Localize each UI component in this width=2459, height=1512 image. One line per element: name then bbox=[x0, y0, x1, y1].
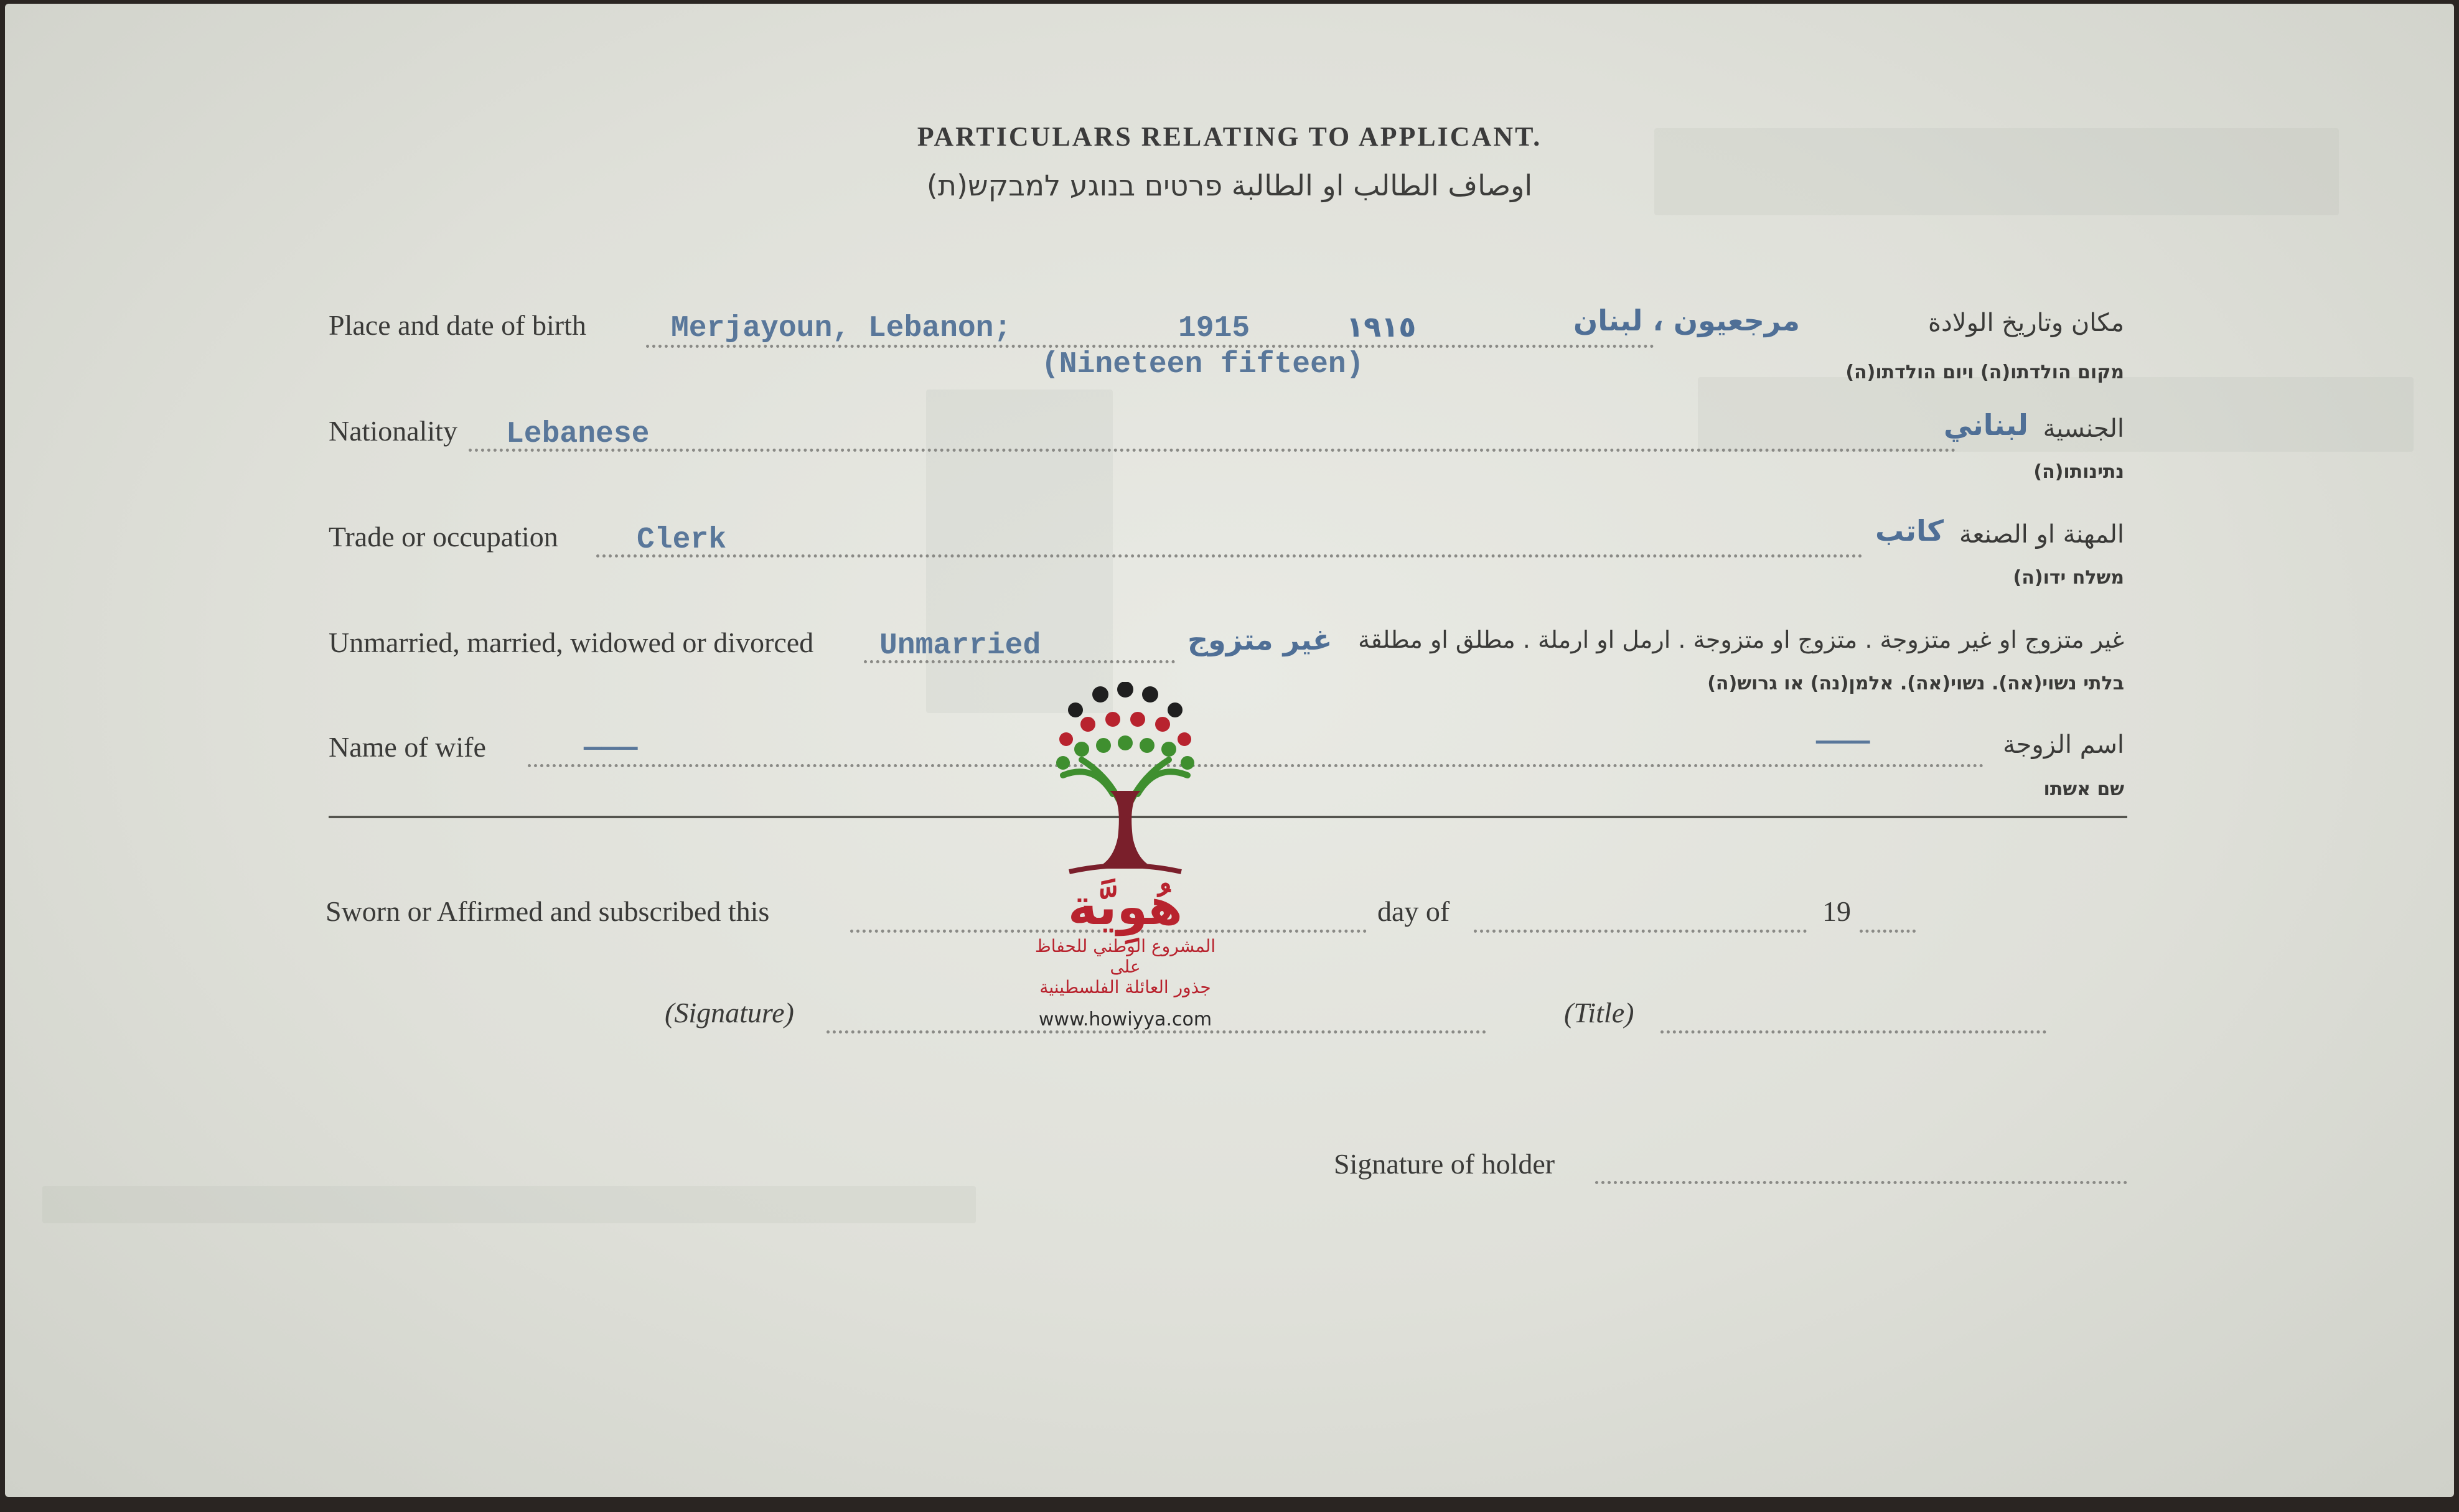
birth-label-arabic: مكان وتاريخ الولادة bbox=[1928, 309, 2124, 337]
occupation-label: Trade or occupation bbox=[329, 521, 558, 553]
marital-value: Unmarried bbox=[879, 629, 1041, 663]
wife-label-hebrew: שם אשתו bbox=[2043, 778, 2124, 800]
sworn-year-label: 19 bbox=[1822, 895, 1851, 927]
sworn-month-dotted-line bbox=[1474, 930, 1807, 933]
birth-place-arabic: مرجعيون ، لبنان bbox=[1573, 304, 1800, 337]
birth-year-value: 1915 bbox=[1178, 312, 1250, 345]
marital-label-arabic: غير متزوج او غير متزوجة . متزوج او متزوجة . ارمل او ارملة . مطلق او مطلقة bbox=[1358, 626, 2124, 653]
nationality-label-hebrew: נתינותו(ה) bbox=[2033, 461, 2124, 483]
holder-signature-dotted-line bbox=[1595, 1181, 2127, 1184]
marital-label-hebrew: בלתי נשוי(אה). נשוי(אה). אלמן(נה) או גרוש(ה) bbox=[1707, 673, 2124, 694]
document-subtitle: اوصاف الطالب او الطالبة פרטים בנוגע למבקש(ת) bbox=[926, 169, 1533, 202]
watermark-logo-text: هُوِيَّة bbox=[1067, 878, 1183, 936]
family-tree-logo-icon bbox=[1032, 682, 1219, 881]
birth-year-arabic: ١٩١٥ bbox=[1346, 310, 1417, 343]
nationality-value: Lebanese bbox=[506, 418, 650, 451]
occupation-label-arabic: المهنة او الصنعة bbox=[1959, 520, 2124, 549]
birth-label: Place and date of birth bbox=[329, 309, 586, 341]
watermark-line-1: المشروع الوطني للحفاظ على bbox=[1034, 936, 1216, 977]
occupation-label-hebrew: משלח ידו(ה) bbox=[2013, 567, 2124, 589]
document-sheet bbox=[5, 4, 2454, 1497]
birth-year-words: (Nineteen fifteen) bbox=[1041, 348, 1364, 381]
section-divider bbox=[329, 816, 2127, 818]
wife-label-arabic: اسم الزوجة bbox=[2003, 730, 2124, 759]
birth-label-hebrew: מקום הולדתו(ה) ויום הולדתו(ה) bbox=[1845, 362, 2124, 383]
nationality-label: Nationality bbox=[329, 415, 457, 447]
sworn-day-of-label: day of bbox=[1377, 895, 1450, 927]
watermark-url: www.howiyya.com bbox=[1038, 1009, 1212, 1030]
occupation-value: Clerk bbox=[637, 523, 727, 557]
watermark-line-2: جذور العائلة الفلسطينية bbox=[1039, 977, 1211, 997]
occupation-dotted-line bbox=[596, 554, 1863, 558]
nationality-dotted-line bbox=[469, 449, 1956, 452]
wife-dotted-line bbox=[528, 764, 1984, 767]
howiyya-watermark bbox=[1032, 682, 1219, 1043]
title-label: (Title) bbox=[1564, 997, 1634, 1029]
marital-label: Unmarried, married, widowed or divorced bbox=[329, 627, 814, 658]
title-dotted-line bbox=[1660, 1030, 2046, 1034]
nationality-label-arabic: الجنسية bbox=[2043, 414, 2124, 443]
birth-place-value: Merjayoun, Lebanon; bbox=[671, 312, 1012, 345]
occupation-value-arabic: كاتب bbox=[1875, 514, 1944, 548]
marital-value-arabic: غير متزوج bbox=[1187, 623, 1333, 656]
sworn-label: Sworn or Affirmed and subscribed this bbox=[326, 895, 770, 927]
nationality-value-arabic: لبناني bbox=[1944, 408, 2028, 442]
signature-label: (Signature) bbox=[665, 997, 794, 1029]
sworn-year-dotted-line bbox=[1860, 930, 1916, 933]
wife-label: Name of wife bbox=[329, 731, 486, 763]
document-title: PARTICULARS RELATING TO APPLICANT. bbox=[917, 121, 1542, 152]
holder-signature-label: Signature of holder bbox=[1334, 1148, 1555, 1180]
wife-value: ——— bbox=[584, 732, 638, 765]
wife-value-arabic: ——— bbox=[1816, 726, 1870, 759]
